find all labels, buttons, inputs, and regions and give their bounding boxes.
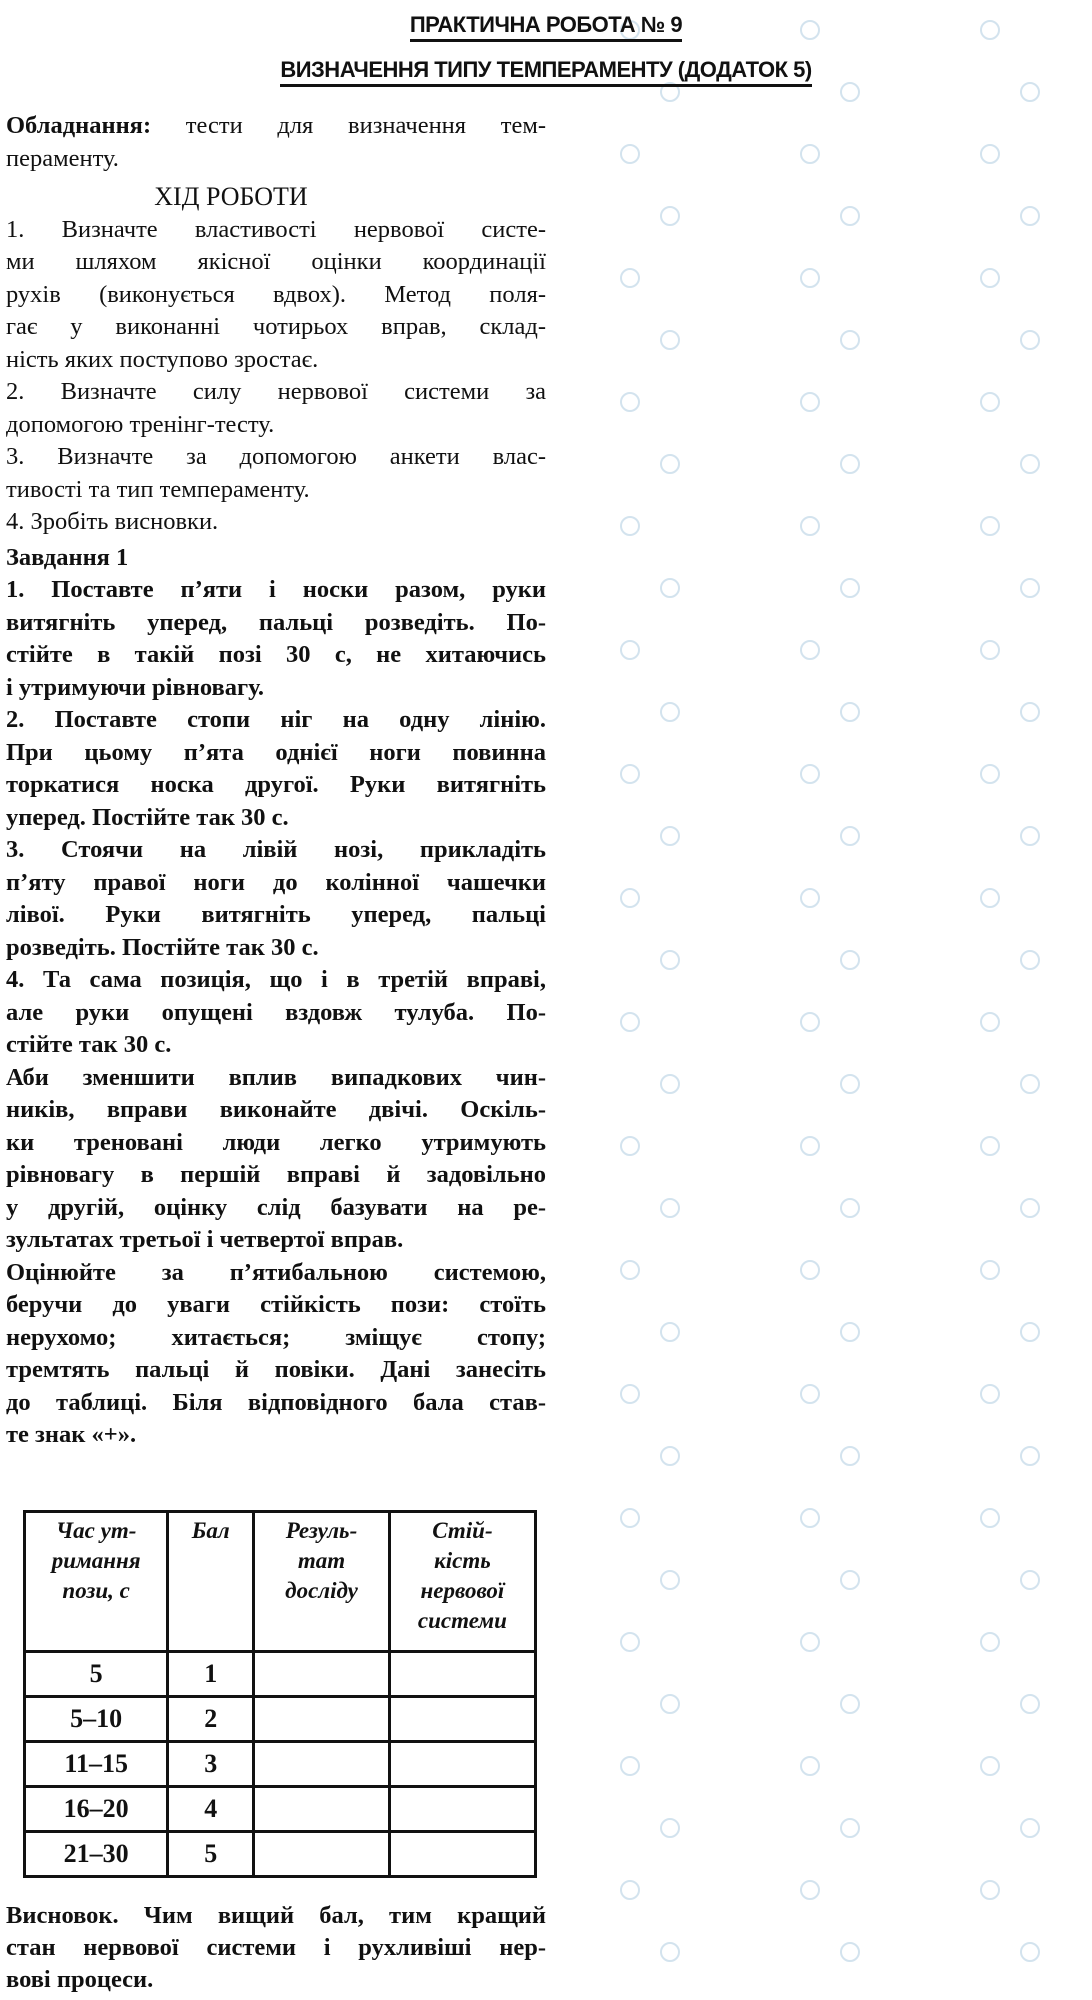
watermark-logo-icon <box>620 1012 640 1032</box>
watermark-logo-icon <box>1020 1446 1040 1466</box>
watermark-logo-icon <box>660 1942 680 1962</box>
text-line: розведіть. Постійте так 30 с. <box>6 933 319 961</box>
header-text: римання <box>51 1548 141 1573</box>
text-line: 1. Поставте п’яти і носки разом, руки <box>6 576 546 603</box>
text-line: ників, вправи виконайте двічі. Оскіль- <box>6 1096 546 1123</box>
watermark-logo-icon <box>620 392 640 412</box>
watermark-logo-icon <box>840 1570 860 1590</box>
watermark-logo-icon <box>980 144 1000 164</box>
equipment-label: Обладнання: <box>6 112 152 139</box>
watermark-logo-icon <box>660 578 680 598</box>
text-line: ми шляхом якісної оцінки координації <box>6 248 546 275</box>
watermark-logo-icon <box>1020 454 1040 474</box>
watermark-logo-icon <box>660 950 680 970</box>
conclusion-line <box>6 1900 546 1932</box>
text-line: те знак «+». <box>6 1421 137 1448</box>
stability-cell <box>389 1742 535 1787</box>
watermark-logo-icon <box>1020 1198 1040 1218</box>
result-cell <box>254 1787 390 1832</box>
watermark-logo-icon <box>1020 950 1040 970</box>
watermark-logo-icon <box>980 1260 1000 1280</box>
text-line: ність яких поступово зростає. <box>6 345 319 373</box>
procedure-heading: ХІД РОБОТИ <box>154 182 308 211</box>
watermark-logo-icon <box>620 516 640 536</box>
table-row <box>25 1652 536 1697</box>
text-line: уперед. Постійте так 30 с. <box>6 803 289 831</box>
page-title <box>0 12 1092 38</box>
header-text: досліду <box>285 1578 358 1603</box>
text-line: але руки опущені вздовж тулуба. По- <box>6 998 546 1026</box>
watermark-logo-icon <box>980 1756 1000 1776</box>
watermark-logo-icon <box>800 764 820 784</box>
text-line: стійте так 30 с. <box>6 1031 172 1058</box>
column-header <box>389 1512 535 1652</box>
watermark-logo-icon <box>980 1632 1000 1652</box>
watermark-logo-icon <box>840 1942 860 1962</box>
watermark-logo-icon <box>620 1632 640 1652</box>
watermark-logo-icon <box>840 1446 860 1466</box>
column-header <box>25 1512 168 1652</box>
watermark-logo-icon <box>1020 1694 1040 1714</box>
watermark-logo-icon <box>840 206 860 226</box>
watermark-logo-icon <box>980 1880 1000 1900</box>
watermark-logo-icon <box>1020 82 1040 102</box>
result-cell <box>254 1652 390 1697</box>
text-line: 1. Визначте властивості нервової систе- <box>6 215 546 243</box>
watermark-logo-icon <box>980 268 1000 288</box>
equipment-line <box>6 110 546 143</box>
procedure-list <box>6 214 546 539</box>
watermark-logo-icon <box>840 1818 860 1838</box>
watermark-logo-icon <box>800 516 820 536</box>
watermark-logo-icon <box>980 1384 1000 1404</box>
watermark-logo-icon <box>840 454 860 474</box>
watermark-logo-icon <box>1020 702 1040 722</box>
watermark-logo-icon <box>620 1384 640 1404</box>
watermark-logo-icon <box>840 1694 860 1714</box>
text: Чим вищий бал, тим кращий <box>118 1902 546 1929</box>
table-header-row <box>25 1512 536 1652</box>
column-header <box>254 1512 390 1652</box>
watermark-logo-icon <box>660 826 680 846</box>
watermark-logo-icon <box>620 1260 640 1280</box>
result-cell <box>254 1832 390 1877</box>
watermark-logo-icon <box>980 888 1000 908</box>
conclusion-line: вові процеси. <box>6 1966 154 1993</box>
stability-cell <box>389 1787 535 1832</box>
time-cell: 5–10 <box>25 1697 168 1742</box>
text-line: допомогою тренінг-тесту. <box>6 410 275 438</box>
watermark-logo-icon <box>980 516 1000 536</box>
text-line: витягніть уперед, пальці розведіть. По- <box>6 608 546 636</box>
watermark-logo-icon <box>840 1198 860 1218</box>
table-row <box>25 1787 536 1832</box>
conclusion-label: Висновок. <box>6 1902 119 1929</box>
watermark-logo-icon <box>840 1322 860 1342</box>
watermark-logo-icon <box>800 1012 820 1032</box>
watermark-logo-icon <box>660 702 680 722</box>
time-cell: 16–20 <box>25 1787 168 1832</box>
score-cell: 4 <box>168 1787 254 1832</box>
conclusion-line: стан нервової системи і рухливіші нер- <box>6 1934 546 1961</box>
header-text: нервової <box>420 1578 505 1603</box>
watermark-logo-icon <box>660 1074 680 1094</box>
task1-text <box>6 574 546 1452</box>
watermark-logo-icon <box>620 1136 640 1156</box>
watermark-logo-icon <box>800 1136 820 1156</box>
table-row <box>25 1832 536 1877</box>
watermark-logo-icon <box>980 1508 1000 1528</box>
watermark-logo-icon <box>620 1756 640 1776</box>
watermark-logo-icon <box>1020 826 1040 846</box>
text-line: до таблиці. Біля відповідного бала став- <box>6 1388 546 1416</box>
watermark-logo-icon <box>660 1322 680 1342</box>
text-line: у другій, оцінку слід базувати на ре- <box>6 1193 546 1221</box>
watermark-logo-icon <box>840 702 860 722</box>
conclusion-block <box>6 1900 546 1996</box>
result-cell <box>254 1697 390 1742</box>
page-subtitle <box>0 57 1092 83</box>
text-line: 3. Визначте за допомогою анкети влас- <box>6 443 546 470</box>
header-text: системи <box>417 1608 507 1633</box>
watermark-logo-icon <box>620 144 640 164</box>
watermark-logo-icon <box>660 206 680 226</box>
header-text: пози, с <box>62 1578 130 1603</box>
watermark-logo-icon <box>660 1818 680 1838</box>
text-line: лівої. Руки витягніть уперед, пальці <box>6 901 546 928</box>
score-cell: 2 <box>168 1697 254 1742</box>
text-line: нерухомо; хитається; зміщує стопу; <box>6 1323 546 1351</box>
watermark-logo-icon <box>620 1880 640 1900</box>
watermark-logo-icon <box>660 1198 680 1218</box>
time-cell: 11–15 <box>25 1742 168 1787</box>
watermark-logo-icon <box>660 1694 680 1714</box>
results-table <box>23 1510 537 1878</box>
watermark-logo-icon <box>800 640 820 660</box>
header-text: Резуль- <box>285 1518 358 1543</box>
stability-cell <box>389 1832 535 1877</box>
text-line: беручи до уваги стійкість пози: стоїть <box>6 1291 546 1318</box>
title-text: ПРАКТИЧНА РОБОТА № 9 <box>410 12 682 42</box>
watermark-logo-icon <box>660 1446 680 1466</box>
watermark-logo-icon <box>840 950 860 970</box>
watermark-logo-icon <box>800 1880 820 1900</box>
watermark-logo-icon <box>660 454 680 474</box>
header-text: Стій- <box>432 1518 493 1543</box>
column-header <box>168 1512 254 1652</box>
watermark-logo-icon <box>800 1260 820 1280</box>
watermark-logo-icon <box>980 764 1000 784</box>
text-line: 2. Визначте силу нервової системи за <box>6 378 546 405</box>
watermark-logo-icon <box>840 826 860 846</box>
text-line: рухів (виконується вдвох). Метод поля- <box>6 280 546 308</box>
text-line: стійте в такій позі 30 с, не хитаючись <box>6 641 546 668</box>
text: тести для визначення тем- <box>151 112 546 139</box>
watermark-logo-icon <box>1020 1818 1040 1838</box>
watermark-logo-icon <box>620 268 640 288</box>
subtitle-text: ВИЗНАЧЕННЯ ТИПУ ТЕМПЕРАМЕНТУ (ДОДАТОК 5) <box>280 57 811 87</box>
watermark-logo-icon <box>800 144 820 164</box>
watermark-logo-icon <box>800 1632 820 1652</box>
watermark-logo-icon <box>620 1508 640 1528</box>
table-row <box>25 1697 536 1742</box>
header-text: Час ут- <box>55 1518 137 1543</box>
header-text: тат <box>297 1548 346 1573</box>
watermark-logo-icon <box>800 392 820 412</box>
watermark-logo-icon <box>980 392 1000 412</box>
watermark-logo-icon <box>1020 1570 1040 1590</box>
text-line: гає у виконанні чотирьох вправ, склад- <box>6 313 546 340</box>
task1-heading: Завдання 1 <box>6 543 129 571</box>
watermark-logo-icon <box>660 1570 680 1590</box>
equipment-block <box>6 110 546 1452</box>
text-line: тивості та тип темпераменту. <box>6 475 310 503</box>
table-row <box>25 1742 536 1787</box>
text-line: 4. Зробіть висновки. <box>6 508 219 535</box>
watermark-logo-icon <box>800 1508 820 1528</box>
watermark-logo-icon <box>800 268 820 288</box>
text-line: 3. Стоячи на лівій нозі, прикладіть <box>6 836 546 863</box>
time-cell: 5 <box>25 1652 168 1697</box>
time-cell: 21–30 <box>25 1832 168 1877</box>
text-line: ки треновані люди легко утримують <box>6 1128 546 1156</box>
header-text: кість <box>434 1548 491 1573</box>
result-cell <box>254 1742 390 1787</box>
equipment-line: пераменту. <box>6 144 119 172</box>
watermark-logo-icon <box>800 1384 820 1404</box>
score-cell: 1 <box>168 1652 254 1697</box>
watermark-logo-icon <box>620 640 640 660</box>
text-line: Аби зменшити вплив випадкових чин- <box>6 1063 546 1091</box>
watermark-logo-icon <box>980 640 1000 660</box>
watermark-logo-icon <box>980 1012 1000 1032</box>
watermark-logo-icon <box>1020 1074 1040 1094</box>
watermark-logo-icon <box>840 82 860 102</box>
text-line: торкатися носка другої. Руки витягніть <box>6 771 546 798</box>
stability-cell <box>389 1652 535 1697</box>
watermark-logo-icon <box>1020 1942 1040 1962</box>
watermark-logo-icon <box>620 888 640 908</box>
score-cell: 5 <box>168 1832 254 1877</box>
text-line: При цьому п’ята однієї ноги повинна <box>6 738 546 766</box>
score-cell: 3 <box>168 1742 254 1787</box>
text-line: рівновагу в першій вправі й задовільно <box>6 1161 546 1188</box>
watermark-logo-icon <box>1020 578 1040 598</box>
watermark-logo-icon <box>1020 1322 1040 1342</box>
text-line: тремтять пальці й повіки. Дані занесіть <box>6 1356 546 1383</box>
watermark-logo-icon <box>1020 206 1040 226</box>
text-line: Оцінюйте за п’ятибальною системою, <box>6 1258 546 1286</box>
header-text: Бал <box>191 1518 230 1543</box>
watermark-logo-icon <box>840 1074 860 1094</box>
watermark-logo-icon <box>800 1756 820 1776</box>
watermark-logo-icon <box>980 1136 1000 1156</box>
watermark-logo-icon <box>840 330 860 350</box>
watermark-logo-icon <box>840 578 860 598</box>
text-line: і утримуючи рівновагу. <box>6 673 264 701</box>
watermark-logo-icon <box>620 764 640 784</box>
text-line: 4. Та сама позиція, що і в третій вправі, <box>6 966 546 993</box>
watermark-logo-icon <box>660 330 680 350</box>
text-line: п’яту правої ноги до колінної чашечки <box>6 868 546 896</box>
text-line: 2. Поставте стопи ніг на одну лінію. <box>6 706 546 733</box>
stability-cell <box>389 1697 535 1742</box>
watermark-logo-icon <box>800 888 820 908</box>
watermark-logo-icon <box>1020 330 1040 350</box>
text-line: зультатах третьої і четвертої вправ. <box>6 1226 404 1253</box>
